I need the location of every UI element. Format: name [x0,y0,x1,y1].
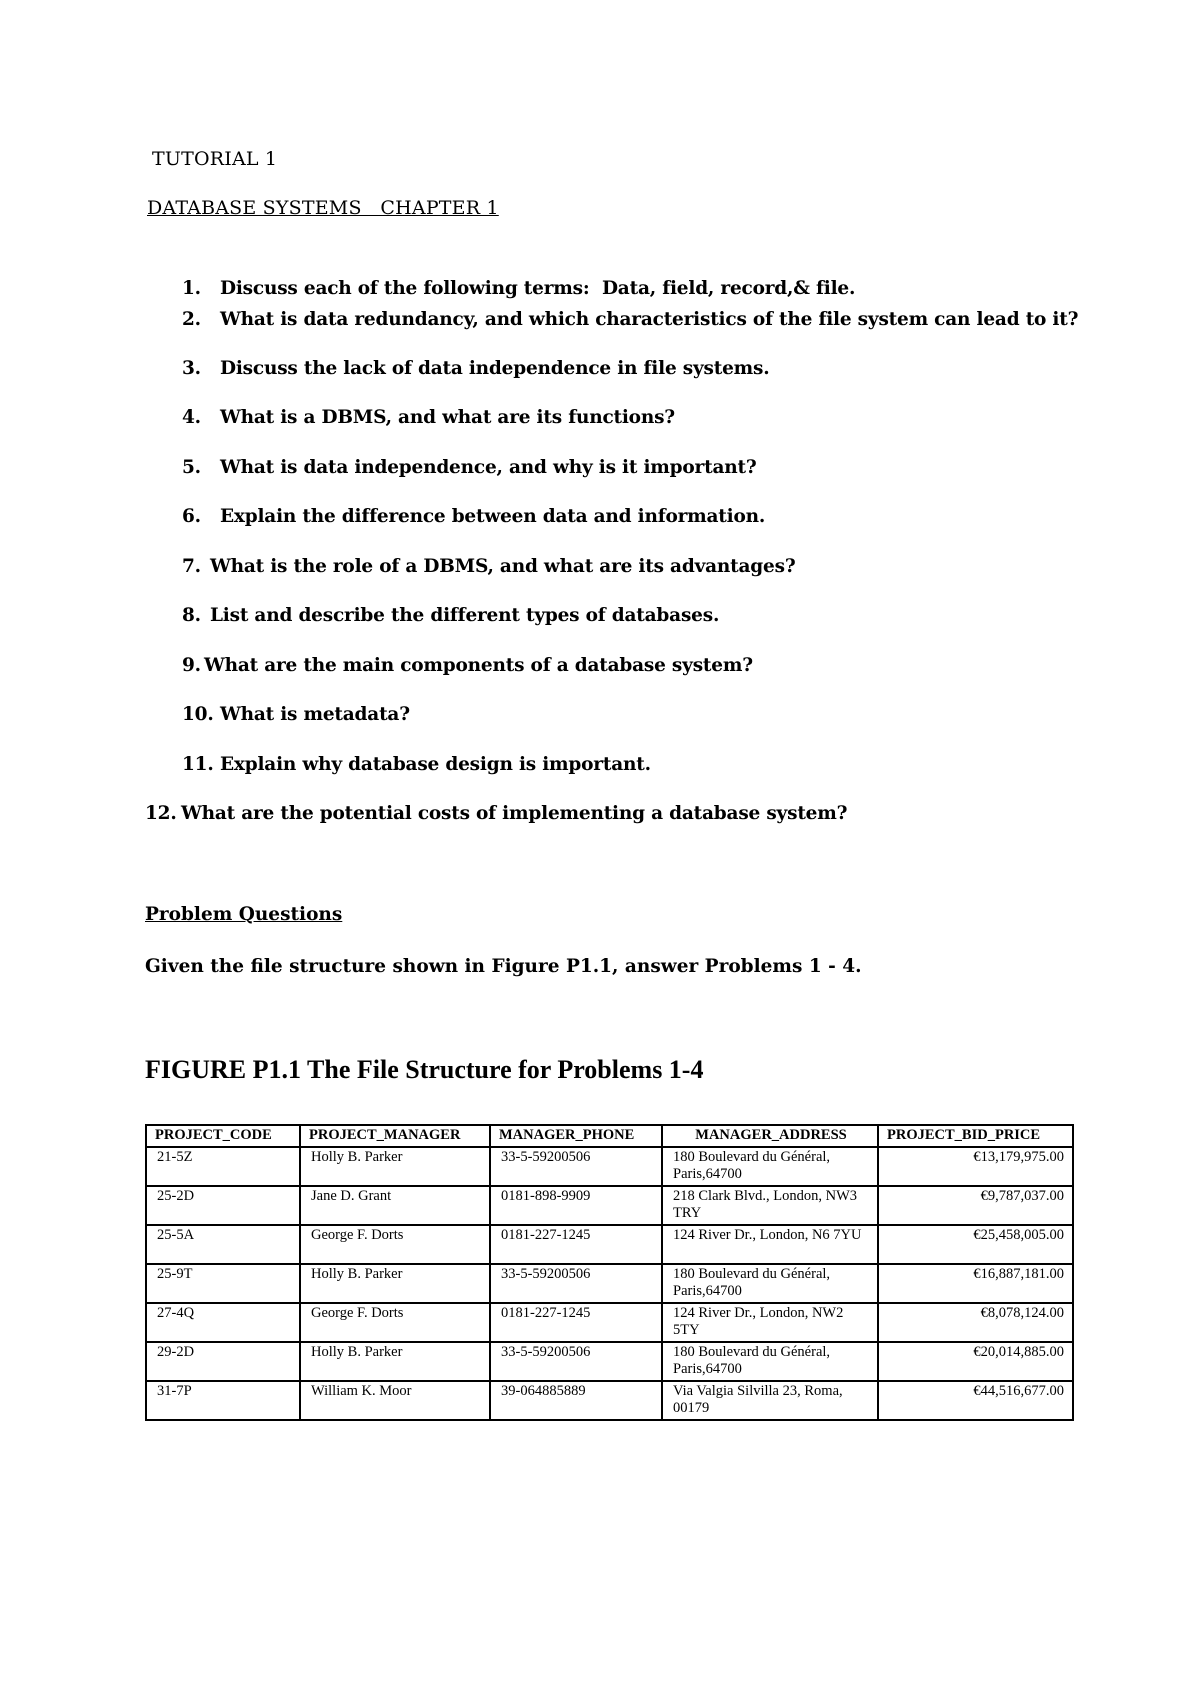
cell-project-manager: Holly B. Parker [300,1264,490,1303]
question-2 [182,309,1078,330]
column-header-project-bid-price: PROJECT_BID_PRICE [878,1125,1073,1147]
question-6 [182,506,765,527]
figure-title: FIGURE P1.1 The File Structure for Problems 1-4 [145,1055,704,1084]
table-row [146,1186,1073,1225]
cell-manager-address: 180 Boulevard du Général, Paris,64700 [662,1147,878,1186]
question-10 [182,704,410,725]
table-row [146,1147,1073,1186]
cell-project-bid-price: €16,887,181.00 [878,1264,1073,1303]
cell-project-manager: George F. Dorts [300,1303,490,1342]
cell-manager-phone: 33-5-59200506 [490,1342,662,1381]
cell-project-bid-price: €25,458,005.00 [878,1225,1073,1264]
question-9 [182,655,753,676]
question-text: What are the potential costs of implementing a database system? [181,803,848,824]
question-number: 12. [145,803,177,824]
question-number: 1. [182,278,201,299]
file-structure-table [145,1124,1074,1421]
cell-project-manager: Jane D. Grant [300,1186,490,1225]
tutorial-title: TUTORIAL 1 [152,148,278,170]
cell-project-bid-price: €44,516,677.00 [878,1381,1073,1420]
question-text: Discuss the lack of data independence in file systems. [220,358,770,379]
column-header-manager-phone: MANAGER_PHONE [490,1125,662,1147]
cell-manager-address: Via Valgia Silvilla 23, Roma, 00179 [662,1381,878,1420]
cell-manager-address: 180 Boulevard du Général, Paris,64700 [662,1342,878,1381]
column-header-project-code: PROJECT_CODE [146,1125,300,1147]
cell-project-bid-price: €20,014,885.00 [878,1342,1073,1381]
question-8 [182,605,719,626]
chapter-subtitle: DATABASE SYSTEMS CHAPTER 1 [147,197,499,219]
cell-manager-address: 180 Boulevard du Général, Paris,64700 [662,1264,878,1303]
question-text: What is metadata? [220,704,410,725]
question-3 [182,358,770,379]
table-row [146,1342,1073,1381]
question-text: Explain the difference between data and information. [220,506,766,527]
column-header-project-manager: PROJECT_MANAGER [300,1125,490,1147]
cell-manager-phone: 33-5-59200506 [490,1264,662,1303]
column-header-manager-address: MANAGER_ADDRESS [662,1125,878,1147]
cell-project-bid-price: €13,179,975.00 [878,1147,1073,1186]
cell-project-manager: Holly B. Parker [300,1342,490,1381]
question-12 [145,803,847,824]
question-number: 8. [182,605,201,626]
problem-intro: Given the file structure shown in Figure P1.1, answer Problems 1 - 4. [145,956,862,977]
cell-manager-address: 124 River Dr., London, NW2 5TY [662,1303,878,1342]
cell-project-bid-price: €9,787,037.00 [878,1186,1073,1225]
cell-manager-address: 218 Clark Blvd., London, NW3 TRY [662,1186,878,1225]
question-text: What is the role of a DBMS, and what are its advantages? [210,556,796,577]
question-text: What are the main components of a database system? [204,655,753,676]
cell-project-code: 21-5Z [146,1147,300,1186]
table-row [146,1264,1073,1303]
question-text: What is data redundancy, and which characteristics of the file system can lead to it? [220,309,1079,330]
cell-manager-phone: 39-064885889 [490,1381,662,1420]
question-5 [182,457,756,478]
cell-project-bid-price: €8,078,124.00 [878,1303,1073,1342]
question-number: 4. [182,407,201,428]
cell-manager-phone: 0181-898-9909 [490,1186,662,1225]
cell-project-code: 29-2D [146,1342,300,1381]
question-4 [182,407,675,428]
cell-project-manager: Holly B. Parker [300,1147,490,1186]
cell-project-code: 27-4Q [146,1303,300,1342]
question-7 [182,556,795,577]
question-11 [182,754,651,775]
cell-manager-phone: 33-5-59200506 [490,1147,662,1186]
cell-manager-phone: 0181-227-1245 [490,1225,662,1264]
question-number: 11. [182,754,214,775]
cell-manager-address: 124 River Dr., London, N6 7YU [662,1225,878,1264]
question-1 [182,278,855,299]
table-row [146,1225,1073,1264]
cell-project-code: 25-5A [146,1225,300,1264]
question-number: 7. [182,556,201,577]
table-header-row [146,1125,1073,1147]
cell-project-code: 31-7P [146,1381,300,1420]
question-text: List and describe the different types of databases. [210,605,720,626]
cell-project-code: 25-2D [146,1186,300,1225]
question-number: 2. [182,309,201,330]
cell-manager-phone: 0181-227-1245 [490,1303,662,1342]
question-number: 3. [182,358,201,379]
cell-project-manager: William K. Moor [300,1381,490,1420]
question-number: 9. [182,655,201,676]
question-number: 6. [182,506,201,527]
table-row [146,1303,1073,1342]
cell-project-manager: George F. Dorts [300,1225,490,1264]
question-text: Explain why database design is important. [220,754,651,775]
table-row [146,1381,1073,1420]
question-number: 10. [182,704,214,725]
cell-project-code: 25-9T [146,1264,300,1303]
question-text: Discuss each of the following terms: Data, field, record,& file. [220,278,856,299]
question-number: 5. [182,457,201,478]
question-text: What is a DBMS, and what are its functions? [220,407,675,428]
problem-questions-heading: Problem Questions [145,904,343,925]
question-text: What is data independence, and why is it important? [220,457,757,478]
